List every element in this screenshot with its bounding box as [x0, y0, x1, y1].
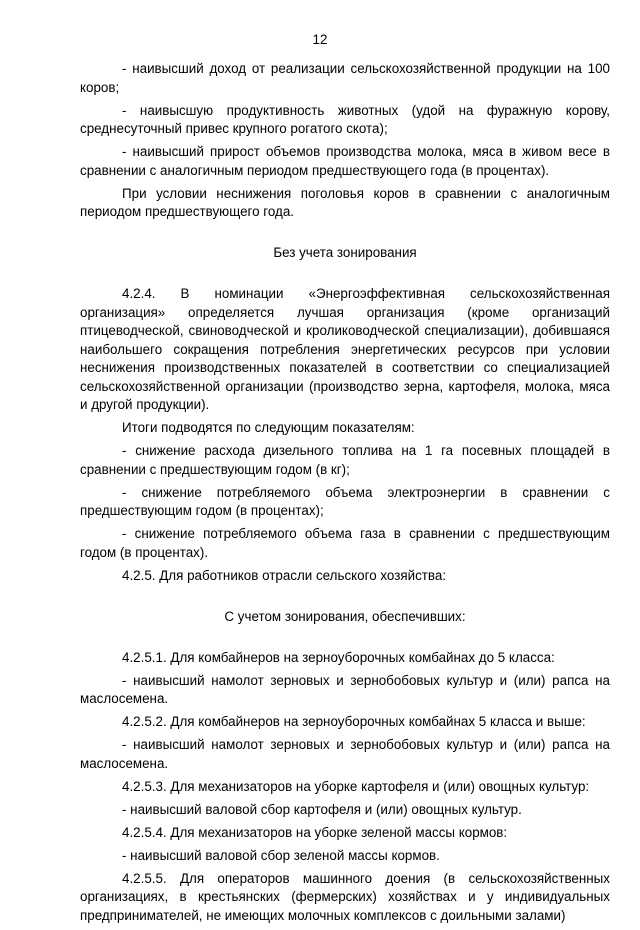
document-body [80, 60, 610, 930]
paragraph: 4.2.5.1. Для комбайнеров на зерноуборочных комбайнах до 5 класса: [122, 649, 555, 665]
paragraph: При условии неснижения поголовья коров в сравнении с аналогичным периодом предшествующего года. [80, 185, 610, 219]
paragraph: 4.2.4. В номинации «Энергоэффективная сельскохозяйственная организация» определяется лучшая организация (кроме организаций птицеводческой, свиноводческой и кролиководческой специализации), добившаяся наибольшего сокращения потребления энергетических ресурсов при условии неснижения производственных показателей в соответствии со специализацией сельскохозяйственной организации (производство зерна, картофеля, молока, мяса и другой продукции). [80, 286, 610, 412]
paragraph: - снижение потребляемого объема электроэнергии в сравнении с предшествующим годом (в процентах); [80, 484, 610, 518]
section-heading: С учетом зонирования, обеспечивших: [224, 608, 466, 624]
paragraph: - наивысший доход от реализации сельскохозяйственной продукции на 100 коров; [80, 61, 610, 95]
paragraph: Итоги подводятся по следующим показателям: [122, 420, 415, 435]
paragraph: - наивысший валовой сбор зеленой массы кормов. [122, 847, 440, 863]
paragraph: 4.2.5. Для работников отрасли сельского хозяйства: [122, 567, 447, 583]
paragraph: - снижение потребляемого объема газа в сравнении с предшествующим годом (в процентах). [80, 526, 610, 560]
paragraph: 4.2.5.5. Для операторов машинного доения (в сельскохозяйственных организациях, в крестьянских (фермерских) хозяйствах и у индивидуальных предпринимателей, не имеющих молочных комплексов с доильными залами) [80, 870, 610, 923]
section-heading: Без учета зонирования [273, 245, 417, 260]
paragraph: - наивысший намолот зерновых и зернобобовых культур и (или) рапса на маслосемена. [80, 672, 610, 706]
page-number: 12 [312, 32, 328, 47]
paragraph: - наивысший прирост объемов производства молока, мяса в живом весе в сравнении с аналогичным периодом предшествующего года (в процентах). [80, 144, 610, 178]
paragraph: 4.2.5.2. Для комбайнеров на зерноуборочных комбайнах 5 класса и выше: [122, 714, 586, 729]
paragraph: - наивысший валовой сбор картофеля и (или) овощных культур. [122, 801, 522, 817]
paragraph: 4.2.5.4. Для механизаторов на уборке зеленой массы кормов: [122, 824, 508, 840]
paragraph: - наивысший намолот зерновых и зернобобовых культур и (или) рапса на маслосемена. [80, 737, 610, 771]
paragraph: - снижение расхода дизельного топлива на 1 га посевных площадей в сравнении с предшествующим годом (в кг); [80, 443, 610, 477]
paragraph: 4.2.5.3. Для механизаторов на уборке картофеля и (или) овощных культур: [122, 778, 590, 794]
paragraph: - наивысшую продуктивность животных (удой на фуражную корову, среднесуточный привес крупного рогатого скота); [80, 102, 610, 136]
